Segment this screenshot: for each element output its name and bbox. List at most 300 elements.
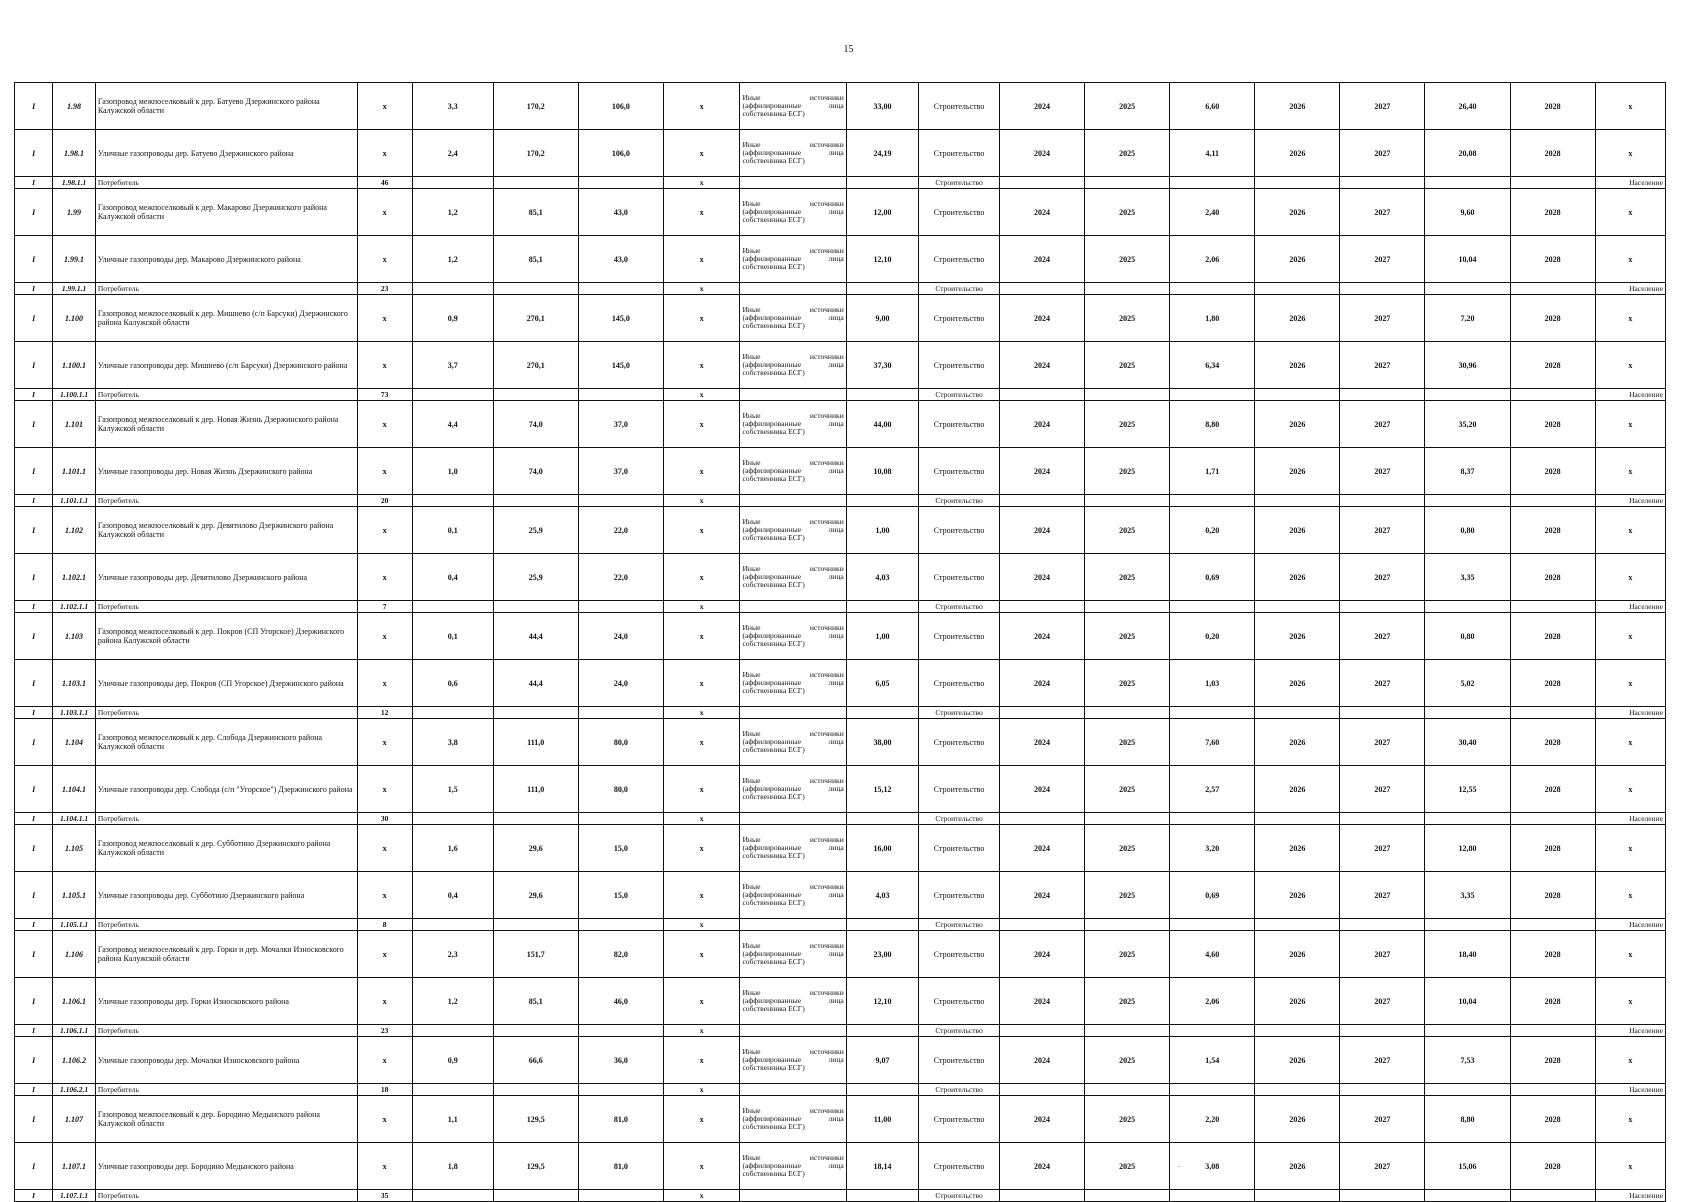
code-cell: 1.100 [53,295,96,342]
col-d-cell: 22,0 [578,554,663,601]
col-d-cell: 145,0 [578,342,663,389]
work-type-cell: Строительство [919,719,1000,766]
value-1-cell: 8,80 [1170,401,1255,448]
work-type-cell: Строительство [919,177,1000,189]
empty-cell [999,495,1084,507]
length-cell: 1,2 [412,189,493,236]
work-type-cell: Строительство [919,507,1000,554]
year-end-cell: 2028 [1510,872,1595,919]
col-a-cell: x [357,342,412,389]
length-cell: 1,1 [412,1096,493,1143]
empty-cell [1170,601,1255,613]
empty-cell [1170,177,1255,189]
length-cell: 1,2 [412,978,493,1025]
year-end-cell: 2028 [1510,401,1595,448]
code-cell: 1.103.1 [53,660,96,707]
cost-cell: 11,00 [846,1096,918,1143]
col-c-cell: 129,5 [493,1096,578,1143]
col-a-cell: x [357,236,412,283]
consumer-row [15,1025,1666,1037]
year-4-cell: 2027 [1340,1143,1425,1190]
empty-cell [1085,919,1170,931]
col-e-cell: x [663,448,740,495]
code-cell: 1.105.1.1 [53,919,96,931]
consumer-label-cell: Потребитель [95,707,357,719]
col-c-cell: 44,4 [493,613,578,660]
funding-source-cell: Иные источники (аффилированные лица собственника ЕСГ) [740,448,846,495]
year-2-cell: 2025 [1085,613,1170,660]
year-2-cell: 2025 [1085,1037,1170,1084]
year-3-cell: 2026 [1255,660,1340,707]
object-name-cell: Уличные газопроводы дер. Горки Износковского района [95,978,357,1025]
work-type-cell: Строительство [919,978,1000,1025]
year-3-cell: 2026 [1255,189,1340,236]
empty-cell [846,601,918,613]
last-cell: x [1595,825,1665,872]
funding-source-cell: Иные источники (аффилированные лица собственника ЕСГ) [740,130,846,177]
value-2-cell: 5,02 [1425,660,1510,707]
col-e-cell: x [663,1084,740,1096]
empty-cell [578,919,663,931]
col-d-cell: 145,0 [578,295,663,342]
population-cell: Население [1595,601,1665,613]
year-start-cell: 2024 [999,1143,1084,1190]
col-d-cell: 106,0 [578,130,663,177]
year-end-cell: 2028 [1510,236,1595,283]
table-row [15,872,1666,919]
table-row [15,189,1666,236]
col-e-cell: x [663,401,740,448]
col-d-cell: 37,0 [578,401,663,448]
empty-cell [740,389,846,401]
year-3-cell: 2026 [1255,554,1340,601]
empty-cell [1255,283,1340,295]
value-1-cell: 0,69 [1170,872,1255,919]
empty-cell [1085,1025,1170,1037]
col-d-cell: 81,0 [578,1143,663,1190]
col-d-cell: 80,0 [578,766,663,813]
empty-cell [578,495,663,507]
funding-source-cell: Иные источники (аффилированные лица собственника ЕСГ) [740,872,846,919]
consumer-row [15,177,1666,189]
level-cell: I [15,1096,53,1143]
empty-cell [1340,495,1425,507]
col-d-cell: 36,0 [578,1037,663,1084]
year-3-cell: 2026 [1255,130,1340,177]
code-cell: 1.101 [53,401,96,448]
col-c-cell: 111,0 [493,766,578,813]
empty-cell [412,707,493,719]
col-d-cell: 24,0 [578,660,663,707]
value-1-cell: 3,20 [1170,825,1255,872]
year-4-cell: 2027 [1340,719,1425,766]
code-cell: 1.103 [53,613,96,660]
table-row [15,83,1666,130]
empty-cell [846,177,918,189]
value-2-cell: 10,04 [1425,978,1510,1025]
work-type-cell: Строительство [919,83,1000,130]
empty-cell [578,1025,663,1037]
work-type-cell: Строительство [919,766,1000,813]
last-cell: x [1595,978,1665,1025]
year-start-cell: 2024 [999,507,1084,554]
empty-cell [1340,919,1425,931]
col-d-cell: 37,0 [578,448,663,495]
level-cell: I [15,825,53,872]
table-row [15,1096,1666,1143]
length-cell: 0,1 [412,613,493,660]
col-c-cell: 25,9 [493,554,578,601]
empty-cell [493,177,578,189]
object-name-cell: Газопровод межпоселковый к дер. Мишнево (с/п Барсуки) Дзержинского района Калужской области [95,295,357,342]
col-e-cell: x [663,872,740,919]
length-cell: 1,0 [412,448,493,495]
year-2-cell: 2025 [1085,130,1170,177]
empty-cell [1340,707,1425,719]
empty-cell [1085,495,1170,507]
empty-cell [493,1025,578,1037]
work-type-cell: Строительство [919,931,1000,978]
table-row [15,1037,1666,1084]
value-1-cell: 2,57 [1170,766,1255,813]
object-name-cell: Уличные газопроводы дер. Бородино Медынского района [95,1143,357,1190]
consumer-label-cell: Потребитель [95,283,357,295]
consumer-row [15,283,1666,295]
year-4-cell: 2027 [1340,448,1425,495]
year-4-cell: 2027 [1340,554,1425,601]
population-cell: Население [1595,177,1665,189]
year-start-cell: 2024 [999,554,1084,601]
population-cell: Население [1595,283,1665,295]
consumer-row [15,813,1666,825]
empty-cell [1170,919,1255,931]
year-start-cell: 2024 [999,189,1084,236]
year-4-cell: 2027 [1340,1037,1425,1084]
empty-cell [412,283,493,295]
col-e-cell: x [663,1037,740,1084]
empty-cell [1085,283,1170,295]
col-e-cell: x [663,1190,740,1202]
value-2-cell: 12,55 [1425,766,1510,813]
year-start-cell: 2024 [999,1037,1084,1084]
work-type-cell: Строительство [919,613,1000,660]
length-cell: 2,4 [412,130,493,177]
empty-cell [740,601,846,613]
empty-cell [412,919,493,931]
col-d-cell: 82,0 [578,931,663,978]
funding-source-cell: Иные источники (аффилированные лица собственника ЕСГ) [740,554,846,601]
consumer-count-cell: 7 [357,601,412,613]
table-row [15,295,1666,342]
length-cell: 1,8 [412,1143,493,1190]
year-4-cell: 2027 [1340,401,1425,448]
work-type-cell: Строительство [919,236,1000,283]
col-e-cell: x [663,978,740,1025]
year-start-cell: 2024 [999,1096,1084,1143]
object-name-cell: Уличные газопроводы дер. Субботино Дзержинского района [95,872,357,919]
empty-cell [1255,177,1340,189]
value-1-cell: 0,20 [1170,507,1255,554]
value-2-cell: 30,40 [1425,719,1510,766]
empty-cell [1170,1025,1255,1037]
code-cell: 1.107.1 [53,1143,96,1190]
cost-cell: 33,00 [846,83,918,130]
col-e-cell: x [663,766,740,813]
level-cell: I [15,813,53,825]
empty-cell [1510,177,1595,189]
year-end-cell: 2028 [1510,295,1595,342]
code-cell: 1.104 [53,719,96,766]
code-cell: 1.106.1.1 [53,1025,96,1037]
year-start-cell: 2024 [999,295,1084,342]
empty-cell [999,283,1084,295]
col-d-cell: 22,0 [578,507,663,554]
empty-cell [1425,389,1510,401]
value-1-cell: 2,20 [1170,1096,1255,1143]
col-c-cell: 25,9 [493,507,578,554]
year-3-cell: 2026 [1255,719,1340,766]
object-name-cell: Уличные газопроводы дер. Покров (СП Угорское) Дзержинского района [95,660,357,707]
work-type-cell: Строительство [919,825,1000,872]
col-a-cell: x [357,554,412,601]
empty-cell [1510,283,1595,295]
code-cell: 1.98.1.1 [53,177,96,189]
value-2-cell: 7,53 [1425,1037,1510,1084]
code-cell: 1.100.1.1 [53,389,96,401]
work-type-cell: Строительство [919,401,1000,448]
year-4-cell: 2027 [1340,660,1425,707]
year-2-cell: 2025 [1085,554,1170,601]
value-2-cell: 20,08 [1425,130,1510,177]
work-type-cell: Строительство [919,813,1000,825]
code-cell: 1.106.2.1 [53,1084,96,1096]
year-end-cell: 2028 [1510,719,1595,766]
year-start-cell: 2024 [999,660,1084,707]
empty-cell [846,919,918,931]
year-end-cell: 2028 [1510,189,1595,236]
col-e-cell: x [663,1096,740,1143]
funding-source-cell: Иные источники (аффилированные лица собственника ЕСГ) [740,295,846,342]
year-2-cell: 2025 [1085,825,1170,872]
year-end-cell: 2028 [1510,931,1595,978]
value-1-cell: 1,54 [1170,1037,1255,1084]
empty-cell [1340,1084,1425,1096]
length-cell: 3,3 [412,83,493,130]
level-cell: I [15,707,53,719]
empty-cell [578,177,663,189]
empty-cell [1425,1084,1510,1096]
code-cell: 1.107.1.1 [53,1190,96,1202]
empty-cell [412,1025,493,1037]
col-c-cell: 85,1 [493,189,578,236]
level-cell: I [15,919,53,931]
consumer-label-cell: Потребитель [95,1190,357,1202]
level-cell: I [15,660,53,707]
year-4-cell: 2027 [1340,507,1425,554]
year-3-cell: 2026 [1255,825,1340,872]
value-2-cell: 9,60 [1425,189,1510,236]
level-cell: I [15,401,53,448]
empty-cell [412,1084,493,1096]
empty-cell [1510,919,1595,931]
cost-cell: 16,00 [846,825,918,872]
code-cell: 1.104.1 [53,766,96,813]
consumer-row [15,1084,1666,1096]
population-cell: Население [1595,1084,1665,1096]
last-cell: x [1595,342,1665,389]
length-cell: 0,9 [412,1037,493,1084]
year-2-cell: 2025 [1085,1143,1170,1190]
year-3-cell: 2026 [1255,613,1340,660]
empty-cell [1340,601,1425,613]
col-a-cell: x [357,130,412,177]
last-cell: x [1595,660,1665,707]
col-e-cell: x [663,1025,740,1037]
year-end-cell: 2028 [1510,507,1595,554]
consumer-row [15,707,1666,719]
value-1-cell: 7,60 [1170,719,1255,766]
col-e-cell: x [663,707,740,719]
object-name-cell: Уличные газопроводы дер. Слобода (с/п "Угорское") Дзержинского района [95,766,357,813]
consumer-label-cell: Потребитель [95,389,357,401]
value-2-cell: 18,40 [1425,931,1510,978]
year-3-cell: 2026 [1255,1037,1340,1084]
col-d-cell: 80,0 [578,719,663,766]
empty-cell [846,389,918,401]
empty-cell [1085,1084,1170,1096]
length-cell: 3,8 [412,719,493,766]
object-name-cell: Газопровод межпоселковый к дер. Покров (СП Угорское) Дзержинского района Калужской области [95,613,357,660]
empty-cell [412,495,493,507]
table-row [15,1143,1666,1190]
level-cell: I [15,601,53,613]
empty-cell [1085,389,1170,401]
table-row [15,766,1666,813]
year-start-cell: 2024 [999,931,1084,978]
year-3-cell: 2026 [1255,931,1340,978]
year-4-cell: 2027 [1340,613,1425,660]
value-2-cell: 30,96 [1425,342,1510,389]
empty-cell [1085,177,1170,189]
value-1-cell: 4,11 [1170,130,1255,177]
cost-cell: 18,14 [846,1143,918,1190]
year-end-cell: 2028 [1510,448,1595,495]
year-start-cell: 2024 [999,613,1084,660]
cost-cell: 1,00 [846,507,918,554]
empty-cell [578,283,663,295]
code-cell: 1.100.1 [53,342,96,389]
col-a-cell: x [357,719,412,766]
level-cell: I [15,342,53,389]
value-1-cell: 6,60 [1170,83,1255,130]
consumer-label-cell: Потребитель [95,1025,357,1037]
code-cell: 1.99.1.1 [53,283,96,295]
col-a-cell: x [357,872,412,919]
table-row [15,931,1666,978]
work-type-cell: Строительство [919,919,1000,931]
length-cell: 0,1 [412,507,493,554]
consumer-label-cell: Потребитель [95,1084,357,1096]
consumer-count-cell: 30 [357,813,412,825]
empty-cell [493,1084,578,1096]
object-name-cell: Газопровод межпоселковый к дер. Девятилово Дзержинского района Калужской области [95,507,357,554]
level-cell: I [15,283,53,295]
empty-cell [578,1084,663,1096]
year-start-cell: 2024 [999,448,1084,495]
population-cell: Население [1595,1025,1665,1037]
funding-source-cell: Иные источники (аффилированные лица собственника ЕСГ) [740,83,846,130]
empty-cell [1340,177,1425,189]
empty-cell [1085,707,1170,719]
col-e-cell: x [663,554,740,601]
table-row [15,613,1666,660]
cost-cell: 44,00 [846,401,918,448]
year-4-cell: 2027 [1340,189,1425,236]
col-e-cell: x [663,719,740,766]
year-4-cell: 2027 [1340,236,1425,283]
year-end-cell: 2028 [1510,660,1595,707]
value-2-cell: 3,35 [1425,554,1510,601]
year-end-cell: 2028 [1510,766,1595,813]
empty-cell [999,707,1084,719]
consumer-label-cell: Потребитель [95,919,357,931]
col-c-cell: 85,1 [493,978,578,1025]
code-cell: 1.98.1 [53,130,96,177]
empty-cell [999,813,1084,825]
col-d-cell: 15,0 [578,825,663,872]
empty-cell [1170,1084,1255,1096]
funding-source-cell: Иные источники (аффилированные лица собственника ЕСГ) [740,613,846,660]
work-type-cell: Строительство [919,389,1000,401]
object-name-cell: Уличные газопроводы дер. Батуево Дзержинского района [95,130,357,177]
col-a-cell: x [357,1143,412,1190]
work-type-cell: Строительство [919,189,1000,236]
level-cell: I [15,177,53,189]
empty-cell [1510,495,1595,507]
col-a-cell: x [357,83,412,130]
level-cell: I [15,1025,53,1037]
year-3-cell: 2026 [1255,342,1340,389]
consumer-label-cell: Потребитель [95,813,357,825]
cost-cell: 12,10 [846,236,918,283]
length-cell: 1,2 [412,236,493,283]
col-e-cell: x [663,83,740,130]
year-2-cell: 2025 [1085,978,1170,1025]
col-e-cell: x [663,660,740,707]
empty-cell [999,1084,1084,1096]
table-row [15,236,1666,283]
empty-cell [578,707,663,719]
col-e-cell: x [663,813,740,825]
length-cell: 2,3 [412,931,493,978]
funding-source-cell: Иные источники (аффилированные лица собственника ЕСГ) [740,978,846,1025]
year-end-cell: 2028 [1510,554,1595,601]
year-2-cell: 2025 [1085,931,1170,978]
consumer-count-cell: 35 [357,1190,412,1202]
year-start-cell: 2024 [999,825,1084,872]
empty-cell [578,601,663,613]
funding-source-cell: Иные источники (аффилированные лица собственника ЕСГ) [740,766,846,813]
year-start-cell: 2024 [999,401,1084,448]
last-cell: x [1595,189,1665,236]
code-cell: 1.104.1.1 [53,813,96,825]
level-cell: I [15,719,53,766]
empty-cell [740,283,846,295]
length-cell: 0,4 [412,872,493,919]
year-start-cell: 2024 [999,130,1084,177]
work-type-cell: Строительство [919,1025,1000,1037]
level-cell: I [15,295,53,342]
